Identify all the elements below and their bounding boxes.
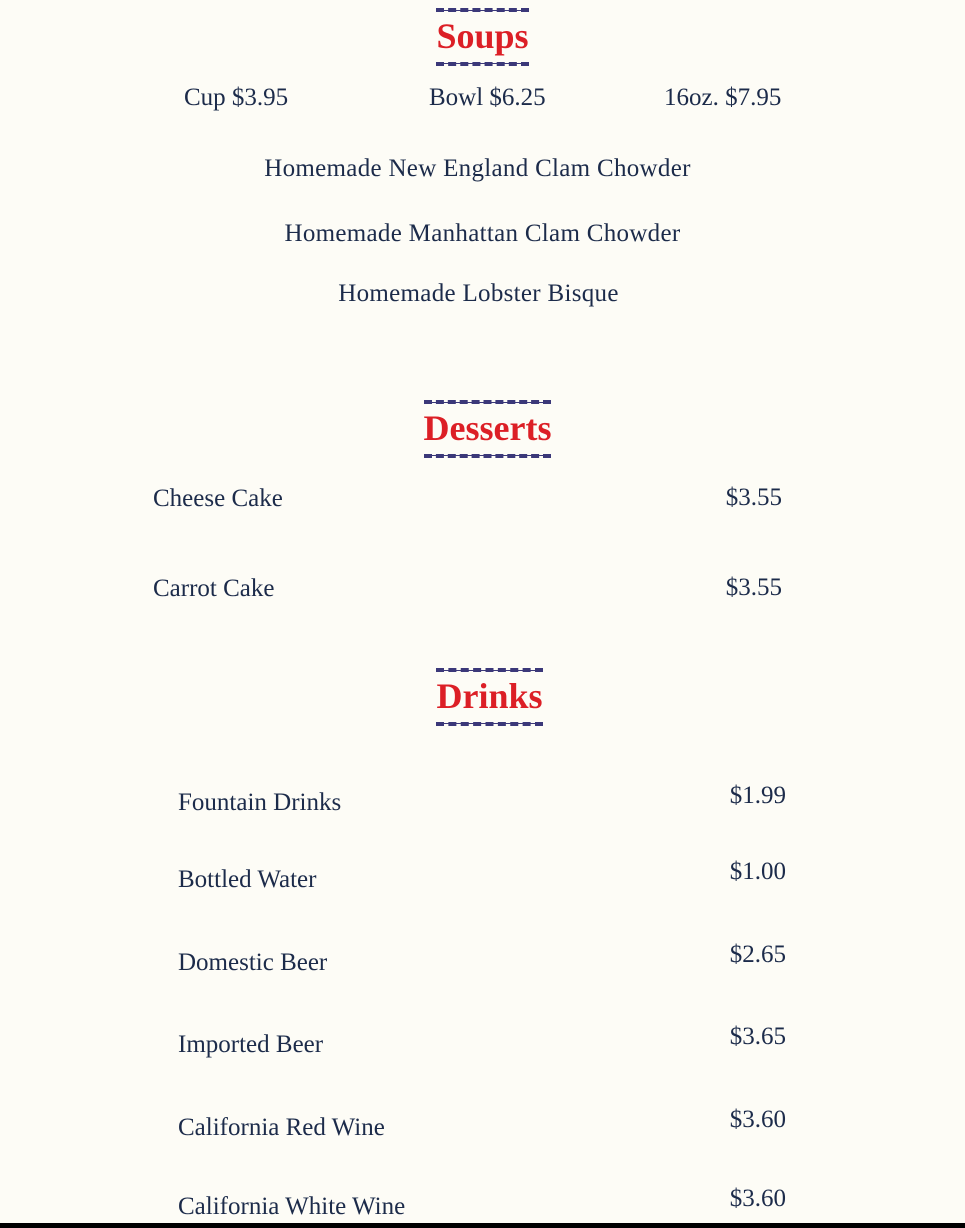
desserts-title: Desserts: [424, 400, 552, 458]
drink-item-price: $1.99: [729, 782, 786, 809]
drinks-heading: [0, 668, 965, 726]
dessert-item-name: Cheese Cake: [153, 485, 283, 512]
drink-item-name: Domestic Beer: [178, 949, 328, 976]
drink-item-price: $2.65: [729, 941, 786, 968]
dessert-item-name: Carrot Cake: [153, 575, 275, 602]
desserts-heading: [0, 400, 965, 458]
drinks-title: Drinks: [436, 668, 542, 726]
soup-item-new-england-clam-chowder: Homemade New England Clam Chowder: [264, 155, 691, 182]
soup-item-lobster-bisque: Homemade Lobster Bisque: [338, 280, 619, 307]
soups-heading: [0, 8, 965, 66]
drink-item-price: $3.60: [729, 1185, 786, 1212]
dessert-item-price: $3.55: [725, 574, 782, 601]
drink-item-price: $3.60: [729, 1106, 786, 1133]
drink-item-name: Bottled Water: [178, 866, 317, 893]
soup-item-manhattan-clam-chowder: Homemade Manhattan Clam Chowder: [284, 220, 681, 247]
soup-size-bowl: Bowl $6.25: [429, 84, 546, 111]
soup-size-16oz: 16oz. $7.95: [664, 84, 782, 111]
drink-item-name: California White Wine: [178, 1193, 406, 1220]
drink-item-price: $1.00: [729, 858, 786, 885]
drink-item-name: Imported Beer: [178, 1031, 324, 1058]
soup-size-cup: Cup $3.95: [184, 84, 289, 111]
drink-item-name: Fountain Drinks: [178, 789, 342, 816]
drink-item-price: $3.65: [729, 1023, 786, 1050]
drink-item-name: California Red Wine: [178, 1114, 385, 1141]
dessert-item-price: $3.55: [725, 484, 782, 511]
soups-title: Soups: [436, 8, 528, 66]
page-bottom-border: [0, 1223, 965, 1228]
